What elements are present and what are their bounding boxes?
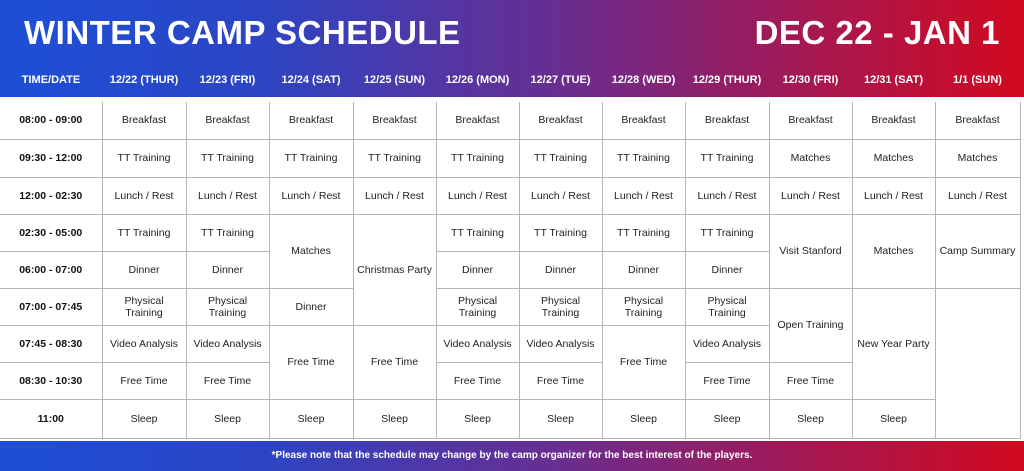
activity-cell: Video Analysis <box>102 325 186 362</box>
activity-cell: Breakfast <box>935 102 1020 139</box>
footnote: *Please note that the schedule may change by the camp organizer for the best interest of the players. <box>271 450 753 461</box>
activity-cell: Free Time <box>186 362 269 399</box>
table-row <box>0 288 1020 325</box>
activity-cell: TT Training <box>685 214 769 251</box>
activity-cell: Dinner <box>102 251 186 288</box>
activity-cell: Sleep <box>852 399 935 438</box>
time-slot: 06:00 - 07:00 <box>0 251 102 288</box>
activity-cell: Matches <box>852 139 935 177</box>
page-title: WINTER CAMP SCHEDULE <box>24 14 461 51</box>
footer-banner <box>0 441 1024 471</box>
header-banner <box>0 0 1024 97</box>
activity-cell: Breakfast <box>602 102 685 139</box>
activity-cell: Dinner <box>685 251 769 288</box>
activity-cell: Lunch / Rest <box>602 177 685 214</box>
activity-cell: Video Analysis <box>519 325 602 362</box>
activity-cell: Breakfast <box>685 102 769 139</box>
activity-cell: Physical Training <box>436 288 519 325</box>
column-header-day: 12/30 (FRI) <box>782 74 839 86</box>
activity-cell: TT Training <box>269 139 353 177</box>
time-slot: 08:30 - 10:30 <box>0 362 102 399</box>
activity-cell: TT Training <box>685 139 769 177</box>
activity-cell: Physical Training <box>602 288 685 325</box>
activity-cell: Free Time <box>685 362 769 399</box>
activity-cell: Breakfast <box>269 102 353 139</box>
activity-cell: Lunch / Rest <box>186 177 269 214</box>
activity-cell: Physical Training <box>186 288 269 325</box>
activity-cell: Sleep <box>353 399 436 438</box>
activity-cell: Breakfast <box>852 102 935 139</box>
column-header-day: 12/24 (SAT) <box>281 74 341 86</box>
column-header-day: 12/31 (SAT) <box>863 74 924 86</box>
time-slot: 12:00 - 02:30 <box>0 177 102 214</box>
activity-cell: TT Training <box>519 214 602 251</box>
column-header-day: 12/29 (THUR) <box>692 74 762 86</box>
time-slot: 02:30 - 05:00 <box>0 214 102 251</box>
activity-cell: Breakfast <box>436 102 519 139</box>
time-slot: 09:30 - 12:00 <box>0 139 102 177</box>
table-row <box>0 139 1020 177</box>
schedule-table <box>0 102 1021 439</box>
activity-cell: Lunch / Rest <box>436 177 519 214</box>
activity-cell: TT Training <box>602 214 685 251</box>
activity-cell: TT Training <box>519 139 602 177</box>
activity-cell: TT Training <box>102 214 186 251</box>
activity-cell: Dinner <box>602 251 685 288</box>
table-row <box>0 214 1020 251</box>
activity-cell: Video Analysis <box>685 325 769 362</box>
activity-cell: Sleep <box>602 399 685 438</box>
activity-cell: Sleep <box>102 399 186 438</box>
activity-cell: Lunch / Rest <box>102 177 186 214</box>
activity-cell: Lunch / Rest <box>353 177 436 214</box>
activity-cell: Sleep <box>269 399 353 438</box>
column-header-time: TIME/DATE <box>21 74 81 86</box>
activity-cell: Christmas Party <box>353 214 436 325</box>
activity-cell: Visit Stanford <box>769 214 852 288</box>
activity-cell: TT Training <box>436 214 519 251</box>
activity-cell: TT Training <box>186 139 269 177</box>
column-header-day: 12/22 (THUR) <box>109 74 179 86</box>
time-slot: 07:45 - 08:30 <box>0 325 102 362</box>
activity-cell: Video Analysis <box>186 325 269 362</box>
date-range: DEC 22 - JAN 1 <box>754 14 1000 51</box>
activity-cell: Free Time <box>269 325 353 399</box>
activity-cell: Dinner <box>269 288 353 325</box>
activity-cell: Lunch / Rest <box>935 177 1020 214</box>
column-header-row <box>0 70 1024 90</box>
activity-cell: Lunch / Rest <box>769 177 852 214</box>
activity-cell <box>935 288 1020 438</box>
activity-cell: Lunch / Rest <box>269 177 353 214</box>
activity-cell: Video Analysis <box>436 325 519 362</box>
activity-cell: Dinner <box>436 251 519 288</box>
activity-cell: Breakfast <box>519 102 602 139</box>
activity-cell: Physical Training <box>102 288 186 325</box>
activity-cell: Physical Training <box>519 288 602 325</box>
activity-cell: Lunch / Rest <box>685 177 769 214</box>
column-header-day: 12/23 (FRI) <box>199 74 256 86</box>
activity-cell: Breakfast <box>353 102 436 139</box>
table-row <box>0 102 1020 139</box>
activity-cell: Camp Summary <box>935 214 1020 288</box>
activity-cell: New Year Party <box>852 288 935 399</box>
time-slot: 11:00 <box>0 399 102 438</box>
column-header-day: 12/25 (SUN) <box>363 74 426 86</box>
activity-cell: Sleep <box>519 399 602 438</box>
activity-cell: Lunch / Rest <box>519 177 602 214</box>
activity-cell: Breakfast <box>102 102 186 139</box>
activity-cell: Sleep <box>685 399 769 438</box>
time-slot: 07:00 - 07:45 <box>0 288 102 325</box>
activity-cell: Free Time <box>436 362 519 399</box>
activity-cell: Matches <box>935 139 1020 177</box>
activity-cell: Free Time <box>519 362 602 399</box>
activity-cell: Matches <box>769 139 852 177</box>
activity-cell: Sleep <box>769 399 852 438</box>
activity-cell: Free Time <box>602 325 685 399</box>
activity-cell: Dinner <box>186 251 269 288</box>
activity-cell: Matches <box>269 214 353 288</box>
activity-cell: Free Time <box>769 362 852 399</box>
activity-cell: TT Training <box>102 139 186 177</box>
column-header-day: 1/1 (SUN) <box>953 74 1002 86</box>
activity-cell: Sleep <box>186 399 269 438</box>
column-header-day: 12/26 (MON) <box>445 74 510 86</box>
activity-cell: Breakfast <box>769 102 852 139</box>
activity-cell: Breakfast <box>186 102 269 139</box>
activity-cell: Matches <box>852 214 935 288</box>
activity-cell: Free Time <box>102 362 186 399</box>
activity-cell: Open Training <box>769 288 852 362</box>
activity-cell: TT Training <box>602 139 685 177</box>
column-header-day: 12/27 (TUE) <box>530 74 591 86</box>
activity-cell: Physical Training <box>685 288 769 325</box>
activity-cell: Dinner <box>519 251 602 288</box>
time-slot: 08:00 - 09:00 <box>0 102 102 139</box>
column-header-day: 12/28 (WED) <box>611 74 676 86</box>
table-row <box>0 177 1020 214</box>
activity-cell: Sleep <box>436 399 519 438</box>
activity-cell: Lunch / Rest <box>852 177 935 214</box>
activity-cell: TT Training <box>186 214 269 251</box>
table-row <box>0 399 1020 438</box>
activity-cell: TT Training <box>436 139 519 177</box>
activity-cell: TT Training <box>353 139 436 177</box>
activity-cell: Free Time <box>353 325 436 399</box>
